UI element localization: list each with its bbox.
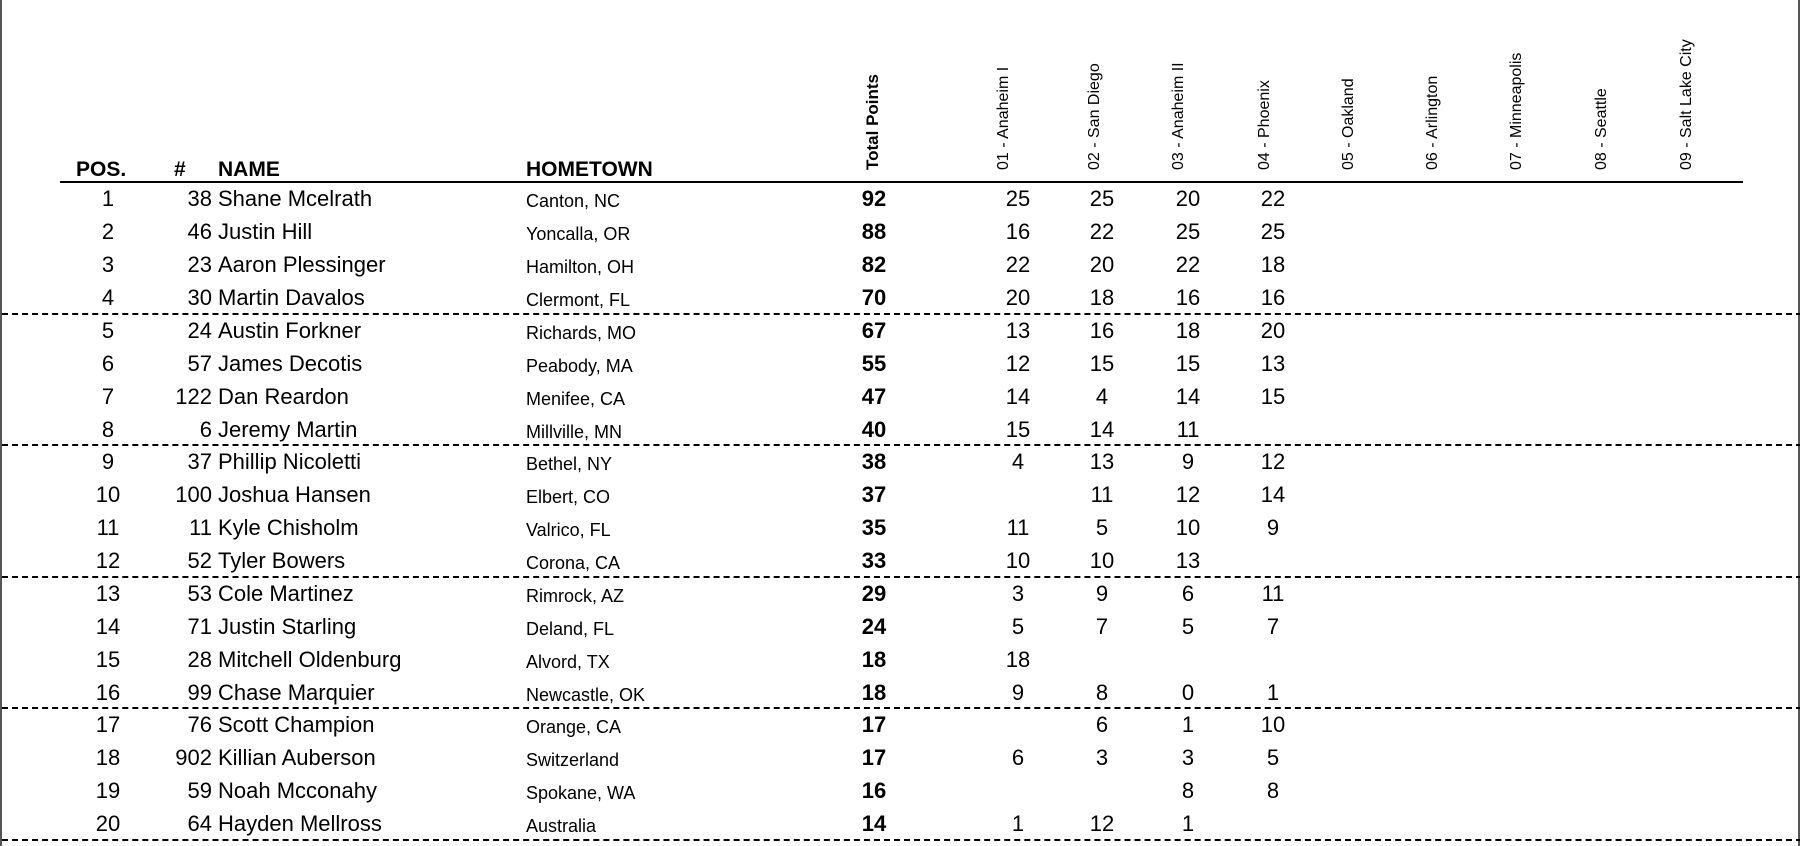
- header-hometown: HOMETOWN: [526, 158, 653, 181]
- cell-hometown: Orange, CA: [526, 717, 622, 737]
- cell-number: 100: [175, 482, 212, 507]
- cell-number: 23: [187, 252, 212, 277]
- cell-hometown: Spokane, WA: [526, 783, 636, 803]
- cell-total-points: 55: [861, 350, 887, 376]
- cell-hometown: Hamilton, OH: [526, 257, 635, 277]
- cell-round-2: 9: [1095, 580, 1109, 606]
- cell-hometown: Elbert, CO: [526, 487, 611, 507]
- cell-round-2: 5: [1095, 515, 1109, 540]
- cell-position: 18: [95, 745, 121, 770]
- table-row: [2, 545, 1800, 578]
- cell-round-4: 16: [1260, 285, 1286, 310]
- cell-position: 15: [95, 646, 121, 672]
- cell-round-2: 3: [1095, 745, 1109, 770]
- cell-round-4: 14: [1260, 482, 1286, 507]
- cell-round-1: 18: [1005, 646, 1031, 672]
- table-row: [2, 709, 1800, 742]
- cell-position: 10: [95, 482, 121, 507]
- cell-round-2: 7: [1095, 613, 1109, 639]
- cell-round-3: 22: [1175, 252, 1201, 277]
- cell-round-2: 4: [1095, 383, 1109, 409]
- cell-round-1: 9: [1011, 679, 1025, 705]
- cell-name: Austin Forkner: [218, 317, 362, 343]
- cell-total-points: 33: [861, 548, 887, 573]
- cell-round-1: 6: [1011, 745, 1025, 770]
- header-round-2: 02 - San Diego: [1086, 63, 1103, 170]
- cell-round-2: 12: [1089, 811, 1115, 836]
- cell-name: Cole Martinez: [218, 580, 354, 606]
- cell-round-3: 9: [1181, 449, 1195, 474]
- header-round-5: 05 - Oakland: [1340, 78, 1357, 170]
- cell-position: 11: [96, 515, 120, 540]
- header-round-6: 06 - Arlington: [1424, 75, 1441, 170]
- cell-round-3: 16: [1175, 285, 1201, 310]
- cell-number: 99: [187, 679, 212, 705]
- cell-total-points: 92: [861, 186, 887, 211]
- cell-number: 52: [187, 548, 212, 573]
- cell-round-1: 13: [1005, 317, 1031, 343]
- cell-name: James Decotis: [218, 350, 363, 376]
- cell-round-4: 1: [1266, 679, 1280, 705]
- cell-hometown: Richards, MO: [526, 322, 637, 343]
- cell-total-points: 18: [861, 646, 887, 672]
- header-name: NAME: [218, 158, 280, 181]
- cell-hometown: Newcastle, OK: [526, 684, 646, 705]
- cell-round-1: 4: [1011, 449, 1025, 474]
- cell-position: 2: [101, 219, 115, 244]
- cell-total-points: 24: [861, 613, 887, 639]
- cell-hometown: Deland, FL: [526, 618, 615, 639]
- cell-number: 71: [187, 613, 212, 639]
- cell-round-1: 10: [1005, 548, 1031, 573]
- cell-name: Chase Marquier: [218, 679, 375, 705]
- header-round-9: 09 - Salt Lake City: [1678, 39, 1695, 170]
- table-row: [2, 216, 1800, 249]
- cell-round-2: 15: [1089, 350, 1115, 376]
- cell-hometown: Millville, MN: [526, 421, 622, 442]
- cell-round-3: 12: [1175, 482, 1201, 507]
- cell-total-points: 17: [861, 745, 887, 770]
- cell-name: Phillip Nicoletti: [218, 449, 362, 474]
- cell-round-1: 11: [1006, 515, 1030, 540]
- cell-name: Scott Champion: [218, 712, 375, 737]
- cell-round-4: 20: [1260, 317, 1286, 343]
- cell-total-points: 29: [861, 580, 887, 606]
- cell-round-2: 13: [1089, 449, 1115, 474]
- cell-round-4: 10: [1260, 712, 1286, 737]
- cell-position: 7: [101, 383, 115, 409]
- table-row: [2, 446, 1800, 479]
- cell-name: Kyle Chisholm: [218, 515, 359, 540]
- cell-round-1: 14: [1005, 383, 1031, 409]
- cell-position: 20: [95, 811, 121, 836]
- cell-position: 14: [95, 613, 121, 639]
- table-row: [2, 644, 1800, 677]
- cell-hometown: Peabody, MA: [526, 355, 633, 376]
- cell-number: 902: [175, 745, 212, 770]
- cell-round-4: 7: [1266, 613, 1280, 639]
- cell-round-3: 1: [1181, 811, 1195, 836]
- cell-hometown: Switzerland: [526, 750, 620, 770]
- cell-total-points: 82: [861, 252, 887, 277]
- cell-round-3: 18: [1175, 317, 1201, 343]
- table-row: [2, 381, 1800, 414]
- cell-round-3: 14: [1175, 383, 1201, 409]
- cell-hometown: Alvord, TX: [526, 651, 610, 672]
- cell-position: 6: [101, 350, 115, 376]
- cell-name: Mitchell Oldenburg: [218, 646, 402, 672]
- cell-round-1: 12: [1005, 350, 1031, 376]
- table-row: [2, 512, 1800, 545]
- cell-number: 38: [187, 186, 212, 211]
- cell-round-4: 18: [1260, 252, 1286, 277]
- cell-round-2: 22: [1089, 219, 1115, 244]
- cell-hometown: Rimrock, AZ: [526, 585, 625, 606]
- cell-name: Killian Auberson: [218, 745, 376, 770]
- cell-round-2: 18: [1089, 285, 1115, 310]
- cell-number: 57: [187, 350, 212, 376]
- cell-round-1: 20: [1005, 285, 1031, 310]
- table-row: [2, 775, 1800, 808]
- cell-round-2: 25: [1089, 186, 1115, 211]
- cell-number: 76: [187, 712, 212, 737]
- cell-round-4: 5: [1266, 745, 1280, 770]
- header-round-4: 04 - Phoenix: [1256, 80, 1273, 170]
- cell-hometown: Canton, NC: [526, 191, 621, 211]
- cell-round-3: 0: [1181, 679, 1195, 705]
- cell-total-points: 37: [861, 482, 887, 507]
- cell-name: Dan Reardon: [218, 383, 349, 409]
- cell-round-4: 22: [1260, 186, 1286, 211]
- cell-total-points: 18: [861, 679, 887, 705]
- cell-name: Martin Davalos: [218, 285, 365, 310]
- cell-round-1: 16: [1005, 219, 1031, 244]
- cell-number: 53: [187, 580, 212, 606]
- cell-position: 16: [95, 679, 121, 705]
- cell-name: Hayden Mellross: [218, 811, 382, 836]
- cell-total-points: 40: [861, 416, 887, 442]
- cell-hometown: Bethel, NY: [526, 454, 613, 474]
- cell-total-points: 88: [861, 219, 887, 244]
- cell-total-points: 70: [861, 285, 887, 310]
- table-row: [2, 282, 1800, 315]
- table-row: [2, 611, 1800, 644]
- cell-round-2: 14: [1089, 416, 1115, 442]
- cell-hometown: Menifee, CA: [526, 388, 626, 409]
- header-pos: POS.: [76, 158, 127, 181]
- cell-hometown: Clermont, FL: [526, 290, 631, 310]
- cell-round-3: 11: [1176, 416, 1200, 442]
- cell-round-3: 1: [1181, 712, 1195, 737]
- header-round-3: 03 - Anaheim II: [1170, 62, 1187, 170]
- cell-round-3: 15: [1175, 350, 1201, 376]
- cell-round-2: 16: [1089, 317, 1115, 343]
- cell-name: Justin Hill: [218, 219, 313, 244]
- cell-number: 122: [175, 383, 212, 409]
- cell-round-4: 11: [1261, 580, 1285, 606]
- cell-number: 11: [189, 515, 212, 540]
- cell-number: 64: [187, 811, 212, 836]
- cell-round-1: 5: [1011, 613, 1025, 639]
- cell-name: Jeremy Martin: [218, 416, 358, 442]
- cell-name: Shane Mcelrath: [218, 186, 373, 211]
- cell-position: 12: [95, 548, 121, 573]
- cell-round-3: 25: [1175, 219, 1201, 244]
- header-round-7: 07 - Minneapolis: [1508, 52, 1525, 170]
- cell-round-4: 12: [1260, 449, 1286, 474]
- cell-round-1: 25: [1005, 186, 1031, 211]
- cell-round-2: 10: [1089, 548, 1115, 573]
- cell-number: 59: [187, 778, 212, 803]
- table-row: [2, 249, 1800, 282]
- cell-total-points: 14: [861, 811, 887, 836]
- cell-name: Tyler Bowers: [218, 548, 346, 573]
- table-row: [2, 348, 1800, 381]
- cell-position: 5: [101, 317, 115, 343]
- cell-total-points: 16: [861, 778, 887, 803]
- header-total-points: Total Points: [863, 73, 882, 170]
- cell-round-1: 15: [1005, 416, 1031, 442]
- cell-hometown: Corona, CA: [526, 553, 621, 573]
- table-row: [2, 183, 1800, 216]
- cell-number: 24: [187, 317, 212, 343]
- cell-round-1: 3: [1011, 580, 1025, 606]
- cell-total-points: 67: [861, 317, 887, 343]
- cell-hometown: Yoncalla, OR: [526, 224, 631, 244]
- table-row: [2, 742, 1800, 775]
- cell-name: Justin Starling: [218, 613, 357, 639]
- cell-round-3: 3: [1181, 745, 1195, 770]
- table-row: [2, 808, 1800, 841]
- cell-round-3: 8: [1181, 778, 1195, 803]
- cell-total-points: 38: [861, 449, 887, 474]
- cell-round-4: 9: [1266, 515, 1280, 540]
- cell-number: 6: [199, 416, 212, 442]
- header-round-8: 08 - Seattle: [1593, 88, 1610, 170]
- table-row: [2, 315, 1800, 348]
- cell-round-3: 6: [1181, 580, 1195, 606]
- cell-name: Noah Mcconahy: [218, 778, 377, 803]
- cell-round-3: 13: [1175, 548, 1201, 573]
- cell-round-3: 20: [1175, 186, 1201, 211]
- cell-position: 1: [101, 186, 115, 211]
- cell-position: 3: [101, 252, 115, 277]
- cell-position: 8: [101, 416, 115, 442]
- cell-round-4: 25: [1260, 219, 1286, 244]
- cell-hometown: Valrico, FL: [526, 520, 611, 540]
- table-row: [2, 414, 1800, 447]
- table-row: [2, 677, 1800, 710]
- cell-round-4: 15: [1260, 383, 1286, 409]
- cell-position: 4: [101, 285, 115, 310]
- header-round-1: 01 - Anaheim I: [995, 66, 1012, 170]
- cell-position: 17: [95, 712, 121, 737]
- cell-hometown: Australia: [526, 816, 597, 836]
- standings-table: [2, 183, 1800, 841]
- cell-round-4: 13: [1260, 350, 1286, 376]
- cell-total-points: 17: [861, 712, 887, 737]
- cell-round-3: 5: [1181, 613, 1195, 639]
- cell-round-1: 1: [1011, 811, 1025, 836]
- cell-round-2: 6: [1095, 712, 1109, 737]
- header-number: #: [174, 158, 186, 181]
- cell-name: Aaron Plessinger: [218, 252, 386, 277]
- cell-number: 30: [187, 285, 212, 310]
- table-row: [2, 578, 1800, 611]
- table-row: [2, 479, 1800, 512]
- cell-total-points: 47: [861, 383, 887, 409]
- cell-position: 19: [95, 778, 121, 803]
- cell-round-2: 11: [1090, 482, 1114, 507]
- cell-round-1: 22: [1005, 252, 1031, 277]
- cell-position: 13: [95, 580, 121, 606]
- cell-total-points: 35: [861, 515, 887, 540]
- cell-name: Joshua Hansen: [218, 482, 371, 507]
- cell-number: 37: [187, 449, 212, 474]
- cell-position: 9: [101, 449, 115, 474]
- cell-round-4: 8: [1266, 778, 1280, 803]
- cell-round-2: 8: [1095, 679, 1109, 705]
- cell-round-2: 20: [1089, 252, 1115, 277]
- cell-round-3: 10: [1175, 515, 1201, 540]
- cell-number: 46: [187, 219, 212, 244]
- cell-number: 28: [187, 646, 212, 672]
